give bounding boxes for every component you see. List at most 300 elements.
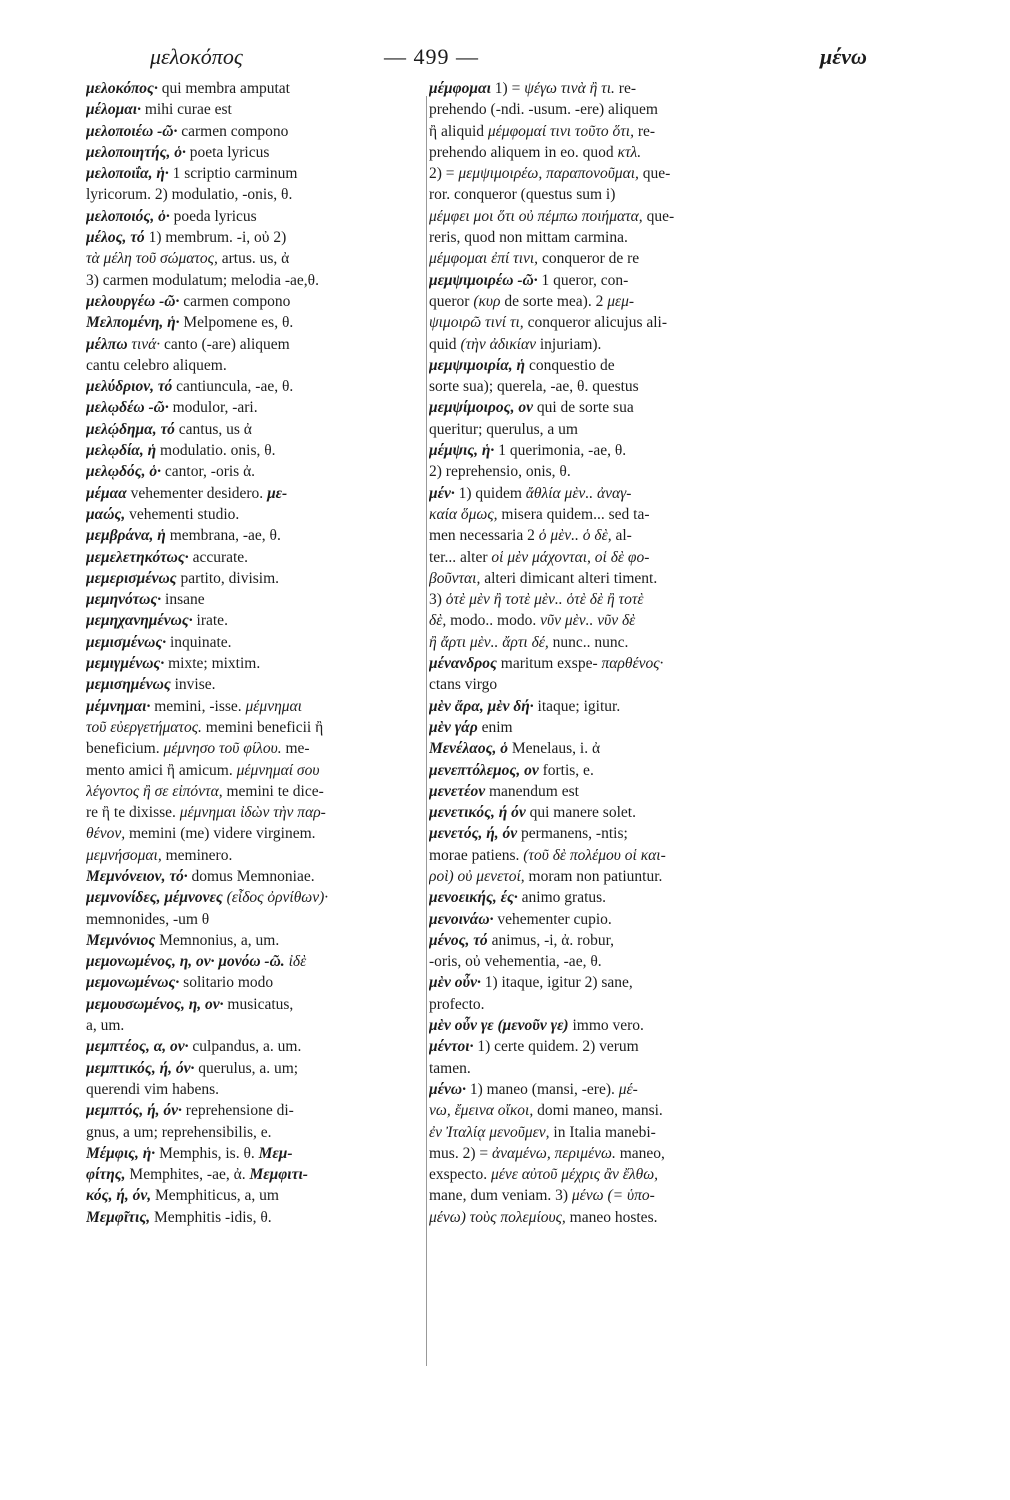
- headword: μέμαα: [86, 484, 127, 502]
- greek-text: θένον,: [86, 825, 126, 843]
- greek-text: ἄθλία μὲν.. ἀναγ-: [521, 484, 632, 502]
- entry-line: [429, 483, 793, 504]
- entry-line: [429, 866, 793, 887]
- latin-text: sorte sua); querela, -ae, θ. questus: [429, 378, 639, 396]
- latin-text: mixte; mixtim.: [164, 655, 261, 673]
- greek-text: ψιμοιρῶ τινί τι,: [429, 314, 524, 332]
- entry-line: [86, 547, 422, 568]
- latin-text: memini (me) videre virginem.: [125, 825, 316, 843]
- latin-text: alteri dimicant alteri timent.: [480, 569, 658, 587]
- entry-line: [429, 909, 793, 930]
- headword: μελουργέω -ῶ·: [86, 292, 180, 310]
- right-column: [429, 78, 793, 1228]
- entry-line: [429, 1058, 793, 1079]
- entry-line: [429, 291, 793, 312]
- entry-line: [86, 589, 422, 610]
- entry-line: [86, 99, 422, 120]
- latin-text: que-: [642, 207, 675, 225]
- entry-line: [86, 1207, 422, 1228]
- greek-text: κτλ.: [613, 143, 642, 161]
- headword: μέντοι·: [429, 1038, 474, 1056]
- latin-text: conquestio de: [525, 356, 615, 374]
- latin-text: -oris, οὐ vehementia, -ae, θ.: [429, 953, 602, 971]
- latin-text: modulatio. onis, θ.: [156, 442, 276, 460]
- greek-text: ὁ μὲν.. ὁ δὲ,: [534, 527, 612, 545]
- entry-line: [429, 738, 793, 759]
- latin-text: immo vero.: [568, 1017, 644, 1035]
- latin-text: solitario modo: [179, 974, 274, 992]
- latin-text: manendum est: [485, 782, 579, 800]
- entry-line: [86, 461, 422, 482]
- headword: μελύδριον, τό: [86, 378, 173, 396]
- latin-text: animo gratus.: [517, 889, 607, 907]
- latin-text: membrana, -ae, θ.: [165, 527, 281, 545]
- greek-text: ἰδὲ: [284, 953, 307, 971]
- latin-text: mihi curae est: [140, 101, 232, 119]
- entry-line: [429, 312, 793, 333]
- entry-line: [429, 99, 793, 120]
- greek-text: παρθένος·: [597, 655, 664, 673]
- entry-line: [429, 270, 793, 291]
- latin-text: que-: [638, 165, 671, 183]
- greek-text: μέμνησο τοῦ φίλου.: [159, 740, 282, 758]
- headword: μέν·: [429, 484, 455, 502]
- headword: Μεμνόνειον, τό·: [86, 867, 188, 885]
- entry-line: [429, 674, 793, 695]
- entry-line: [86, 334, 422, 355]
- entry-line: [86, 312, 422, 333]
- latin-text: qui de sorte sua: [532, 399, 634, 417]
- latin-text: Memphis, is. θ.: [155, 1144, 255, 1162]
- page-number: — 499 —: [384, 44, 479, 69]
- greek-text: οἱ μὲν μάχονται, οἱ δὲ φο-: [487, 548, 650, 566]
- greek-text: λέγοντος ἢ σε εἰπόντα,: [86, 782, 223, 800]
- greek-text: μέ-: [614, 1080, 638, 1098]
- entry-line: [86, 1122, 422, 1143]
- greek-text: ἐν Ἰταλίᾳ μενοῦμεν,: [429, 1123, 550, 1141]
- entry-line: [429, 802, 793, 823]
- entry-line: [429, 717, 793, 738]
- greek-text: μένω) τοὺς πολεμίους,: [429, 1208, 566, 1226]
- entry-line: [429, 1015, 793, 1036]
- entry-line: [429, 653, 793, 674]
- entry-line: [86, 802, 422, 823]
- latin-text: 1) =: [490, 80, 521, 97]
- entry-line: [429, 163, 793, 184]
- latin-text: memini te dice-: [222, 782, 324, 800]
- entry-line: [86, 760, 422, 781]
- entry-line: [86, 781, 422, 802]
- headword: μαώς,: [86, 505, 126, 523]
- entry-line: [86, 1164, 422, 1185]
- entry-line: [429, 781, 793, 802]
- entry-line: [86, 1100, 422, 1121]
- headword: μεμισμένως·: [86, 633, 167, 651]
- greek-text: ὁτὲ μὲν ἢ τοτὲ μὲν.. ὁτὲ δὲ ἢ τοτὲ: [441, 591, 644, 609]
- entry-line: [86, 887, 422, 908]
- latin-text: morae patiens.: [429, 846, 520, 864]
- headword: μεμπτικός, ή, όν·: [86, 1059, 195, 1077]
- entry-line: [86, 823, 422, 844]
- entry-line: [86, 78, 422, 99]
- entry-line: [429, 397, 793, 418]
- latin-text: invise.: [170, 676, 216, 694]
- greek-text: τινά·: [127, 335, 161, 353]
- latin-text: re-: [633, 122, 656, 140]
- latin-text: artus. us, ἀ: [217, 250, 290, 268]
- entry-line: [86, 738, 422, 759]
- entry-line: [429, 142, 793, 163]
- latin-text: vehementer cupio.: [493, 910, 612, 928]
- headword: μενοεικής, ές·: [429, 889, 518, 907]
- entry-line: [86, 866, 422, 887]
- latin-text: profecto.: [429, 995, 485, 1013]
- latin-text: conqueror de re: [538, 250, 640, 268]
- entry-line: [429, 1079, 793, 1100]
- greek-text: τὰ μέλη τοῦ σώματος,: [86, 250, 218, 268]
- latin-text: 1 querimonia, -ae, θ.: [494, 442, 627, 460]
- latin-text: carmen compono: [177, 122, 289, 140]
- entry-line: [429, 1036, 793, 1057]
- headword: μέμφομαι: [429, 80, 491, 97]
- greek-text: μεμψιμοιρέω, παραπονοῦμαι,: [454, 165, 639, 183]
- entry-line: [86, 653, 422, 674]
- column-divider: [426, 96, 427, 1366]
- headword: μεμψιμοιρέω -ῶ·: [429, 271, 538, 289]
- latin-text: ἢ aliquid: [429, 122, 485, 140]
- entry-line: [86, 440, 422, 461]
- headword: κός, ή, όν,: [86, 1187, 152, 1205]
- greek-text: νῦν μὲν.. νῦν δὲ: [536, 612, 636, 630]
- headword: μελοποιητής, ὁ·: [86, 143, 186, 161]
- headword: μονόω -ῶ.: [214, 953, 285, 971]
- latin-text: vehementi studio.: [125, 505, 240, 523]
- latin-text: queror: [429, 292, 470, 310]
- latin-text: lyricorum. 2) modulatio, -onis, θ.: [86, 186, 293, 204]
- headword: μέλομαι·: [86, 101, 141, 119]
- headword: Μεμφιτι-: [245, 1166, 308, 1184]
- latin-text: memnonides, -um θ: [86, 910, 210, 928]
- latin-text: 1) quidem: [454, 484, 522, 502]
- entry-line: [86, 632, 422, 653]
- latin-text: me-: [281, 740, 310, 758]
- entry-line: [429, 1207, 793, 1228]
- latin-text: 2) reprehensio, onis, θ.: [429, 463, 571, 481]
- entry-line: [86, 504, 422, 525]
- greek-text: (τὴν ἀδικίαν: [456, 335, 536, 353]
- latin-text: memini, -isse.: [150, 697, 242, 715]
- entry-line: [86, 184, 422, 205]
- latin-text: exspecto.: [429, 1166, 488, 1184]
- headword: μέλος, τό: [86, 229, 145, 247]
- latin-text: de sorte mea). 2: [500, 292, 604, 310]
- entry-line: [429, 419, 793, 440]
- latin-text: permanens, -ntis;: [517, 825, 628, 843]
- latin-text: cantu celebro aliquem.: [86, 356, 227, 374]
- latin-text: Memphiticus, a, um: [151, 1187, 279, 1205]
- latin-text: meminero.: [161, 846, 233, 864]
- greek-text: νω, ἔμεινα οἴκοι,: [429, 1102, 534, 1120]
- entry-line: [86, 696, 422, 717]
- headword: μενετέον: [429, 782, 486, 800]
- greek-text: δὲ,: [429, 612, 447, 630]
- latin-text: Menelaus, i. ἀ: [508, 740, 601, 758]
- entry-line: [86, 909, 422, 930]
- latin-text: 1) maneo (mansi, -ere).: [465, 1080, 615, 1098]
- entry-line: [86, 355, 422, 376]
- headword: μελοποιΐα, ἡ·: [86, 165, 169, 183]
- entry-line: [86, 845, 422, 866]
- entry-line: [429, 461, 793, 482]
- entry-line: [429, 355, 793, 376]
- headword: μεμελετηκότως·: [86, 548, 189, 566]
- headword: μελῳδία, ἡ: [86, 442, 157, 460]
- latin-text: accurate.: [188, 548, 249, 566]
- entry-line: [86, 1079, 422, 1100]
- latin-text: carmen compono: [179, 292, 291, 310]
- greek-text: μεμ-: [603, 292, 635, 310]
- greek-text: μένω (= ὑπο-: [568, 1187, 655, 1205]
- entry-line: [86, 951, 422, 972]
- latin-text: irate.: [192, 612, 228, 630]
- left-column: [86, 78, 422, 1228]
- entry-line: [429, 823, 793, 844]
- latin-text: cantor, -oris ἀ.: [161, 463, 256, 481]
- headword: Μεμνόνιος: [86, 931, 156, 949]
- greek-text: μέμφομαι ἐπί τινι,: [429, 250, 539, 268]
- greek-text: μέμνημαι: [241, 697, 302, 715]
- entry-line: [429, 1122, 793, 1143]
- entry-line: [86, 419, 422, 440]
- latin-text: beneficium.: [86, 740, 160, 758]
- latin-text: prehendo (-ndi. -usum. -ere) aliquem: [429, 101, 658, 119]
- latin-text: 1) itaque, igitur 2) sane,: [480, 974, 633, 992]
- entry-line: [429, 121, 793, 142]
- greek-text: (τοῦ δὲ πολέμου οἱ και-: [519, 846, 666, 864]
- greek-text: τοῦ εὐεργετήματος.: [86, 718, 202, 736]
- headword: μένος, τό: [429, 931, 488, 949]
- latin-text: animus, -i, ἀ. robur,: [487, 931, 615, 949]
- greek-text: ψέγω τινὰ ἢ τι.: [520, 80, 615, 97]
- entry-line: [429, 568, 793, 589]
- entry-line: [86, 1143, 422, 1164]
- entry-line: [429, 632, 793, 653]
- greek-text: ἀναμένω, περιμένω.: [488, 1144, 616, 1162]
- headword: μὲν οὖν·: [429, 974, 481, 992]
- headword: μεμπτός, ή, όν·: [86, 1102, 182, 1120]
- entry-line: [429, 1185, 793, 1206]
- entry-line: [86, 1036, 422, 1057]
- entry-line: [429, 525, 793, 546]
- latin-text: 1) membrum. -i, οὐ 2): [144, 229, 287, 247]
- headword: φίτης,: [86, 1166, 126, 1184]
- latin-text: maneo hostes.: [565, 1208, 658, 1226]
- headword: μέμψις, ἡ·: [429, 442, 495, 460]
- latin-text: 3) carmen modulatum; melodia -ae,θ.: [86, 271, 319, 289]
- headword: μὲν ἄρα, μὲν δή·: [429, 697, 534, 715]
- headword: μενοινάω·: [429, 910, 494, 928]
- entry-line: [86, 930, 422, 951]
- latin-text: mento amici ἢ amicum.: [86, 761, 233, 779]
- headword: Μεμφῖτις,: [86, 1208, 151, 1226]
- entry-line: [86, 1185, 422, 1206]
- latin-text: tamen.: [429, 1059, 471, 1077]
- headword: μένανδρος: [429, 655, 497, 673]
- headword: μὲν οὖν γε (μενοῦν γε): [429, 1017, 569, 1035]
- entry-line: [86, 525, 422, 546]
- entry-line: [86, 227, 422, 248]
- entry-line: [429, 376, 793, 397]
- headword: μελῳδός, ὁ·: [86, 463, 162, 481]
- latin-text: misera quidem... sed ta-: [497, 505, 650, 523]
- entry-line: [429, 547, 793, 568]
- headword: μελοποιός, ὁ·: [86, 207, 170, 225]
- headword: Μεμ-: [254, 1144, 293, 1162]
- entry-line: [86, 397, 422, 418]
- entry-line: [429, 227, 793, 248]
- headword: μεμηχανημένως·: [86, 612, 193, 630]
- entry-line: [429, 994, 793, 1015]
- latin-text: ctans virgo: [429, 676, 498, 694]
- headword: μέλπω: [86, 335, 128, 353]
- headword: μεμηνότως·: [86, 591, 162, 609]
- latin-text: domi maneo, mansi.: [533, 1102, 663, 1120]
- greek-text: μέμνημαι ἰδὼν τὴν παρ-: [175, 804, 326, 822]
- headword: μελοκόπος·: [86, 80, 158, 97]
- headword: μεμψιμοιρία, ἡ: [429, 356, 526, 374]
- latin-text: maritum exspe-: [496, 655, 598, 673]
- latin-text: canto (-are) aliquem: [160, 335, 290, 353]
- entry-line: [429, 951, 793, 972]
- entry-line: [86, 121, 422, 142]
- entry-line: [429, 589, 793, 610]
- headword: μεμερισμένως: [86, 569, 177, 587]
- greek-text: ἢ ἄρτι μὲν.. ἄρτι δέ,: [429, 633, 549, 651]
- latin-text: maneo,: [615, 1144, 665, 1162]
- latin-text: itaque; igitur.: [533, 697, 621, 715]
- entry-line: [429, 248, 793, 269]
- latin-text: cantus, us ἀ: [174, 420, 252, 438]
- latin-text: queritur; querulus, a um: [429, 420, 578, 438]
- entry-line: [86, 1058, 422, 1079]
- headword: μενετικός, ή όν: [429, 804, 526, 822]
- entry-line: [86, 483, 422, 504]
- entry-line: [86, 270, 422, 291]
- latin-text: 2) =: [429, 165, 455, 183]
- entry-line: [86, 206, 422, 227]
- greek-text: μέμφει μοι ὅτι οὐ πέμπω ποιήματα,: [429, 207, 643, 225]
- entry-line: [86, 972, 422, 993]
- entry-line: [429, 504, 793, 525]
- headword: μεμονωμένως·: [86, 974, 180, 992]
- headword: μεμισημένως: [86, 676, 171, 694]
- entry-line: [429, 760, 793, 781]
- latin-text: 1 scriptio carminum: [168, 165, 298, 183]
- entry-line: [86, 163, 422, 184]
- entry-line: [429, 930, 793, 951]
- greek-text: μεμνήσομαι,: [86, 846, 162, 864]
- greek-text: (κυρ: [469, 292, 501, 310]
- headword: μεμουσωμένος, η, ον·: [86, 995, 224, 1013]
- entry-line: [429, 696, 793, 717]
- headword: μεμνονίδες, μέμνονες: [86, 889, 223, 907]
- greek-text: (εἶδος ὀρνίθων)·: [222, 889, 329, 907]
- latin-text: re ἢ te dixisse.: [86, 804, 176, 822]
- latin-text: Memphites, -ae, ἀ.: [125, 1166, 246, 1184]
- greek-text: καία ὅμως,: [429, 505, 498, 523]
- latin-text: gnus, a um; reprehensibilis, e.: [86, 1123, 272, 1141]
- headword: μέμνημαι·: [86, 697, 151, 715]
- latin-text: musicatus,: [223, 995, 294, 1013]
- entry-line: [86, 1015, 422, 1036]
- latin-text: mane, dum veniam. 3): [429, 1187, 569, 1205]
- headword: μὲν γάρ: [429, 718, 478, 736]
- latin-text: cantiuncula, -ae, θ.: [172, 378, 294, 396]
- latin-text: 1 queror, con-: [537, 271, 629, 289]
- entry-line: [429, 972, 793, 993]
- entry-line: [429, 334, 793, 355]
- headword: Μενέλαος, ὁ: [429, 740, 508, 758]
- entry-line: [429, 78, 793, 99]
- entry-line: [86, 291, 422, 312]
- entry-line: [429, 1164, 793, 1185]
- latin-text: quid: [429, 335, 457, 353]
- latin-text: re-: [614, 80, 636, 97]
- latin-text: injuriam).: [536, 335, 602, 353]
- headword: με-: [263, 484, 288, 502]
- latin-text: in Italia manebi-: [549, 1123, 656, 1141]
- entry-line: [86, 674, 422, 695]
- greek-text: μέμφομαί τινι τοῦτο ὅτι,: [484, 122, 634, 140]
- headword: Μέμφις, ἡ·: [86, 1144, 156, 1162]
- latin-text: Memphitis -idis, θ.: [150, 1208, 272, 1226]
- header-left-guideword: μελοκόπος: [150, 44, 243, 69]
- entry-line: [86, 568, 422, 589]
- greek-text: μέμνημαί σου: [232, 761, 320, 779]
- entry-line: [429, 440, 793, 461]
- headword: μεμπτέος, α, ον·: [86, 1038, 189, 1056]
- headword: μενεπτόλεμος, ον: [429, 761, 539, 779]
- headword: μεμψίμοιρος, ον: [429, 399, 533, 417]
- headword: μεμιγμένως·: [86, 655, 165, 673]
- greek-text: βοῦνται,: [429, 569, 481, 587]
- headword: μελῴδημα, τό: [86, 420, 175, 438]
- entry-line: [429, 610, 793, 631]
- latin-text: reprehensione di-: [181, 1102, 294, 1120]
- entry-line: [429, 845, 793, 866]
- entry-line: [86, 610, 422, 631]
- headword: Μελπομένη, ἡ·: [86, 314, 180, 332]
- latin-text: moram non patiuntur.: [524, 867, 663, 885]
- latin-text: modo.. modo.: [446, 612, 537, 630]
- latin-text: reris, quod non mittam carmina.: [429, 229, 628, 247]
- latin-text: enim: [477, 718, 513, 736]
- headword: μελῳδέω -ῶ·: [86, 399, 169, 417]
- entry-line: [429, 887, 793, 908]
- latin-text: Melpomene es, θ.: [179, 314, 294, 332]
- entry-line: [86, 994, 422, 1015]
- latin-text: memini beneficii ἢ: [201, 718, 324, 736]
- latin-text: poeta lyricus: [185, 143, 270, 161]
- latin-text: a, um.: [86, 1017, 125, 1035]
- headword: μεμονωμένος, η, ον·: [86, 953, 215, 971]
- entry-line: [86, 248, 422, 269]
- greek-text: ροὶ) οὐ μενετοί,: [429, 867, 525, 885]
- latin-text: insane: [161, 591, 205, 609]
- latin-text: nunc.. nunc.: [548, 633, 629, 651]
- latin-text: qui manere solet.: [525, 804, 636, 822]
- latin-text: mus. 2) =: [429, 1144, 489, 1162]
